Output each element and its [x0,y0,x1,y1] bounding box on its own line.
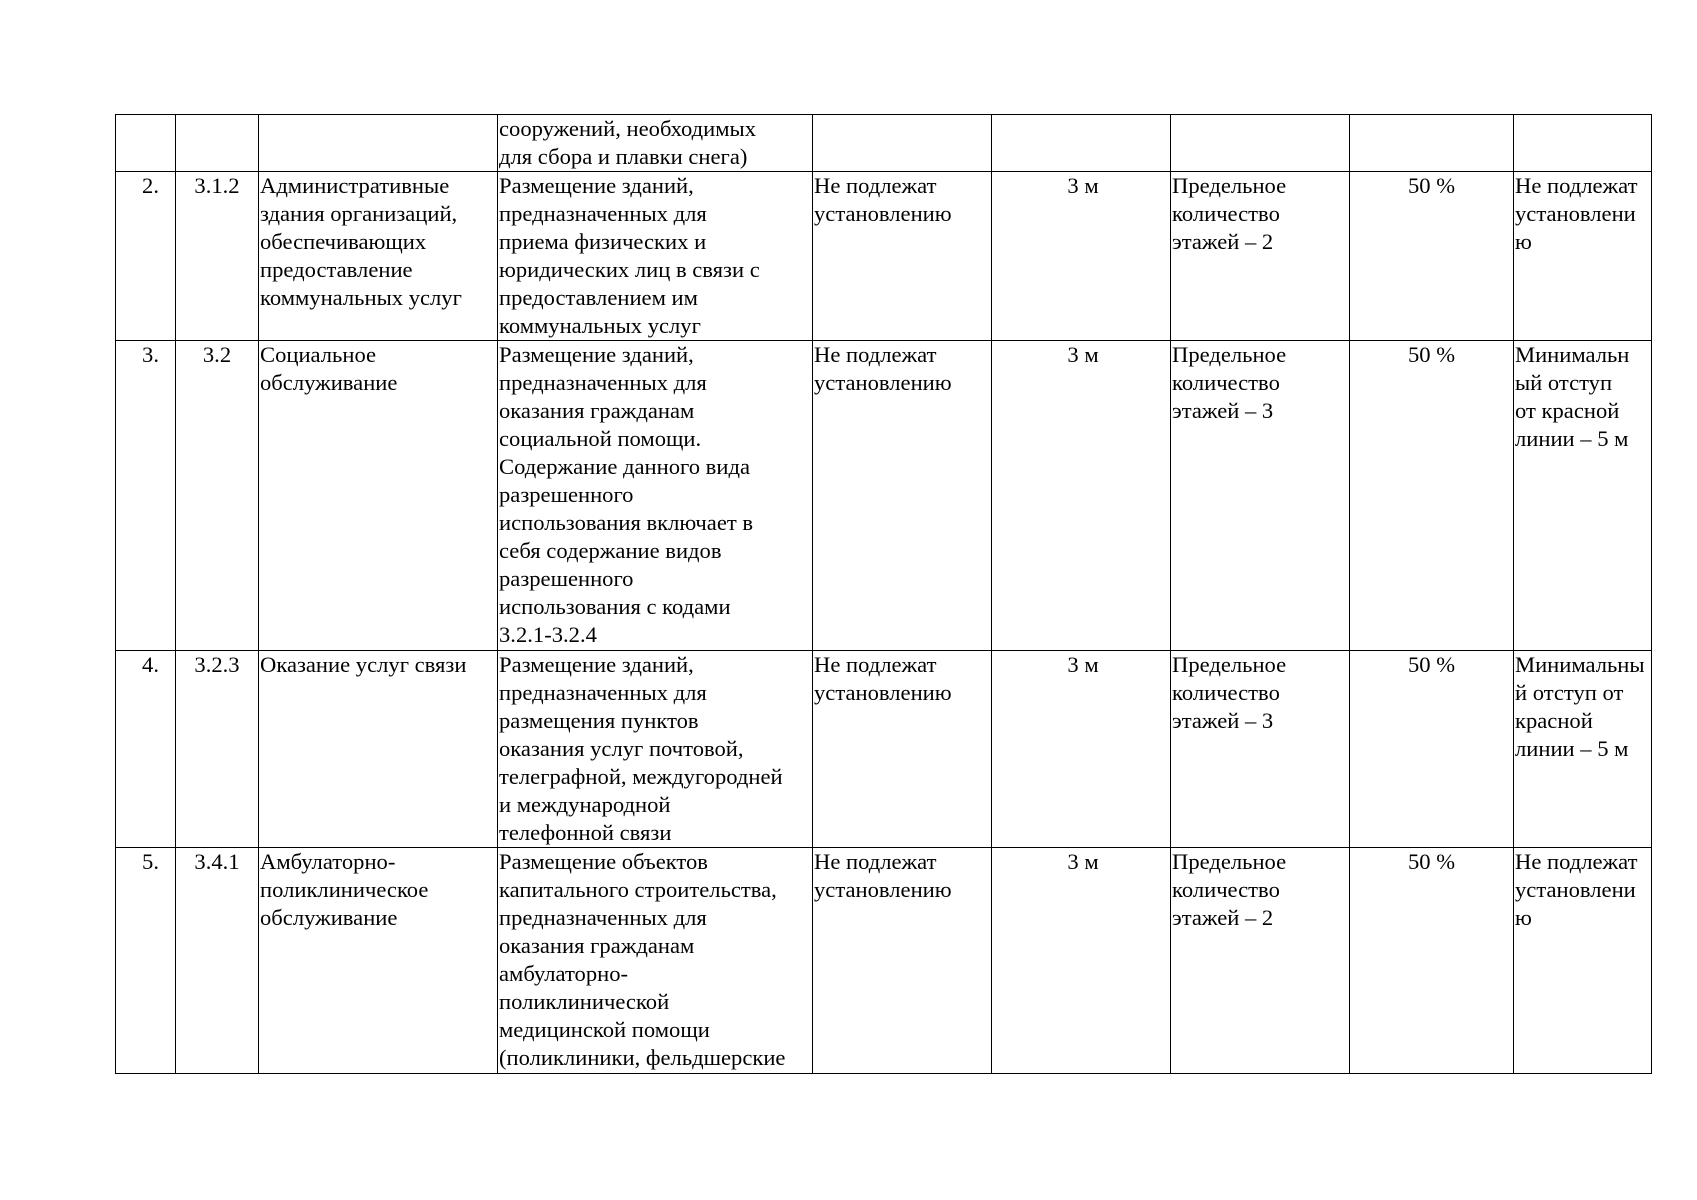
cell-text-line: сооружений, необходимых [499,116,757,141]
cell-text: 50 % [1407,342,1456,367]
cell-text: 3 м [1067,173,1099,198]
use-code-cell [176,341,259,651]
cell-text-line: здания организаций, [260,201,458,226]
cell-text-line: предназначенных для [499,201,707,226]
cell-text-line: использования с кодами [499,594,731,619]
cell-text-line: и международной [499,792,671,817]
cell-text-line: Минимальны [1515,652,1645,677]
cell-text-line: разрешенного [499,566,634,591]
cell-text-line: этажей – 2 [1172,905,1274,930]
cell-text-line: Размещение объектов [499,849,708,874]
row-number-cell [116,651,176,848]
max-floors-cell [1171,341,1350,651]
cell-text-line: красной [1515,708,1593,733]
cell-text-line: разрешенного [499,482,634,507]
use-code-cell [176,115,259,172]
use-code-cell [176,651,259,848]
use-code-cell [176,172,259,341]
cell-text-line: Не подлежат [1515,173,1638,198]
min-indent-cell [992,848,1171,1074]
cell-text-line: 3.2.1-3.2.4 [499,622,597,647]
cell-text-line: предоставлением им [499,285,698,310]
cell-text-line: Предельное [1172,173,1287,198]
cell-text-line: предоставление [260,257,413,282]
cell-text: 50 % [1407,173,1456,198]
cell-text-line: коммунальных услуг [260,285,462,310]
cell-text: 3. [142,342,159,367]
plot-area-cell [813,172,992,341]
other-params-cell [1514,341,1652,651]
max-coverage-cell [1350,341,1514,651]
max-coverage-cell [1350,848,1514,1074]
cell-text-line: ю [1515,229,1532,254]
plot-area-cell [813,848,992,1074]
cell-text: 50 % [1407,849,1456,874]
cell-text-line: установлению [814,877,952,902]
cell-text-line: Административные [260,173,450,198]
cell-text-line: установлению [814,680,952,705]
cell-text-line: оказания услуг почтовой, [499,736,744,761]
max-floors-cell [1171,172,1350,341]
cell-text-line: линии – 5 м [1515,426,1629,451]
cell-text-line: Содержание данного вида [499,454,750,479]
use-description-cell [498,172,813,341]
cell-text-line: предназначенных для [499,370,707,395]
cell-text-line: поликлинической [499,989,670,1014]
cell-text-line: количество [1172,201,1280,226]
row-number-cell [116,341,176,651]
use-name-cell [259,115,498,172]
cell-text-line: количество [1172,370,1280,395]
cell-text-line: ю [1515,905,1532,930]
cell-text-line: поликлиническое [260,877,429,902]
min-indent-cell [992,341,1171,651]
table-row [116,848,1652,1074]
cell-text-line: Оказание услуг связи [260,652,467,677]
other-params-cell [1514,848,1652,1074]
cell-text-line: оказания гражданам [499,933,695,958]
cell-text: 3 м [1067,849,1099,874]
cell-text: 3.1.2 [194,173,240,198]
cell-text-line: ый отступ [1515,370,1613,395]
cell-text-line: Размещение зданий, [499,652,694,677]
cell-text-line: себя содержание видов [499,538,722,563]
cell-text-line: телеграфной, междугородней [499,764,783,789]
cell-text-line: установлени [1515,201,1636,226]
table-body [116,115,1652,1074]
cell-text-line: для сбора и плавки снега) [499,144,748,169]
plot-area-cell [813,115,992,172]
cell-text-line: капитального строительства, [499,877,777,902]
use-name-cell [259,172,498,341]
cell-text: 2. [142,173,159,198]
cell-text-line: этажей – 3 [1172,708,1274,733]
use-name-cell [259,848,498,1074]
max-coverage-cell [1350,115,1514,172]
cell-text-line: Социальное [260,342,377,367]
cell-text-line: количество [1172,877,1280,902]
zoning-regulations-table [115,114,1652,1074]
cell-text-line: линии – 5 м [1515,736,1629,761]
cell-text-line: (поликлиники, фельдшерские [499,1045,786,1070]
max-floors-cell [1171,651,1350,848]
min-indent-cell [992,115,1171,172]
table-row [116,651,1652,848]
cell-text-line: Не подлежат [814,342,937,367]
cell-text-line: обслуживание [260,905,398,930]
cell-text-line: юридических лиц в связи с [499,257,760,282]
cell-text-line: Предельное [1172,342,1287,367]
cell-text-line: от красной [1515,398,1620,423]
cell-text-line: этажей – 3 [1172,398,1274,423]
cell-text: 3.2 [202,342,232,367]
cell-text-line: Размещение зданий, [499,173,694,198]
cell-text: 3 м [1067,342,1099,367]
cell-text-line: использования включает в [499,510,754,535]
cell-text-line: установлени [1515,877,1636,902]
table-row [116,115,1652,172]
use-description-cell [498,341,813,651]
use-code-cell [176,848,259,1074]
use-description-cell [498,651,813,848]
table-row [116,341,1652,651]
cell-text-line: Не подлежат [814,849,937,874]
cell-text: 4. [142,652,159,677]
cell-text-line: приема физических и [499,229,707,254]
cell-text-line: предназначенных для [499,905,707,930]
cell-text-line: Не подлежат [814,173,937,198]
max-coverage-cell [1350,172,1514,341]
min-indent-cell [992,172,1171,341]
cell-text-line: телефонной связи [499,820,672,845]
use-description-cell [498,115,813,172]
cell-text-line: обеспечивающих [260,229,427,254]
cell-text-line: медицинской помощи [499,1017,710,1042]
max-coverage-cell [1350,651,1514,848]
cell-text: 5. [142,849,159,874]
cell-text-line: Минимальн [1515,342,1630,367]
cell-text-line: количество [1172,680,1280,705]
max-floors-cell [1171,848,1350,1074]
cell-text-line: Не подлежат [1515,849,1638,874]
cell-text-line: Размещение зданий, [499,342,694,367]
other-params-cell [1514,115,1652,172]
plot-area-cell [813,651,992,848]
cell-text: 50 % [1407,652,1456,677]
cell-text-line: установлению [814,370,952,395]
row-number-cell [116,172,176,341]
cell-text-line: Предельное [1172,652,1287,677]
cell-text-line: й отступ от [1515,680,1624,705]
min-indent-cell [992,651,1171,848]
use-name-cell [259,651,498,848]
other-params-cell [1514,172,1652,341]
cell-text: 3 м [1067,652,1099,677]
cell-text-line: предназначенных для [499,680,707,705]
table-row [116,172,1652,341]
max-floors-cell [1171,115,1350,172]
cell-text-line: амбулаторно- [499,961,629,986]
cell-text: 3.2.3 [194,652,240,677]
cell-text-line: оказания гражданам [499,398,695,423]
plot-area-cell [813,341,992,651]
cell-text-line: этажей – 2 [1172,229,1274,254]
cell-text-line: Не подлежат [814,652,937,677]
use-description-cell [498,848,813,1074]
cell-text-line: установлению [814,201,952,226]
cell-text-line: коммунальных услуг [499,313,701,338]
cell-text: 3.4.1 [194,849,240,874]
cell-text-line: обслуживание [260,370,398,395]
row-number-cell [116,115,176,172]
cell-text-line: социальной помощи. [499,426,702,451]
use-name-cell [259,341,498,651]
cell-text-line: Предельное [1172,849,1287,874]
other-params-cell [1514,651,1652,848]
cell-text-line: размещения пунктов [499,708,699,733]
row-number-cell [116,848,176,1074]
cell-text-line: Амбулаторно- [260,849,396,874]
